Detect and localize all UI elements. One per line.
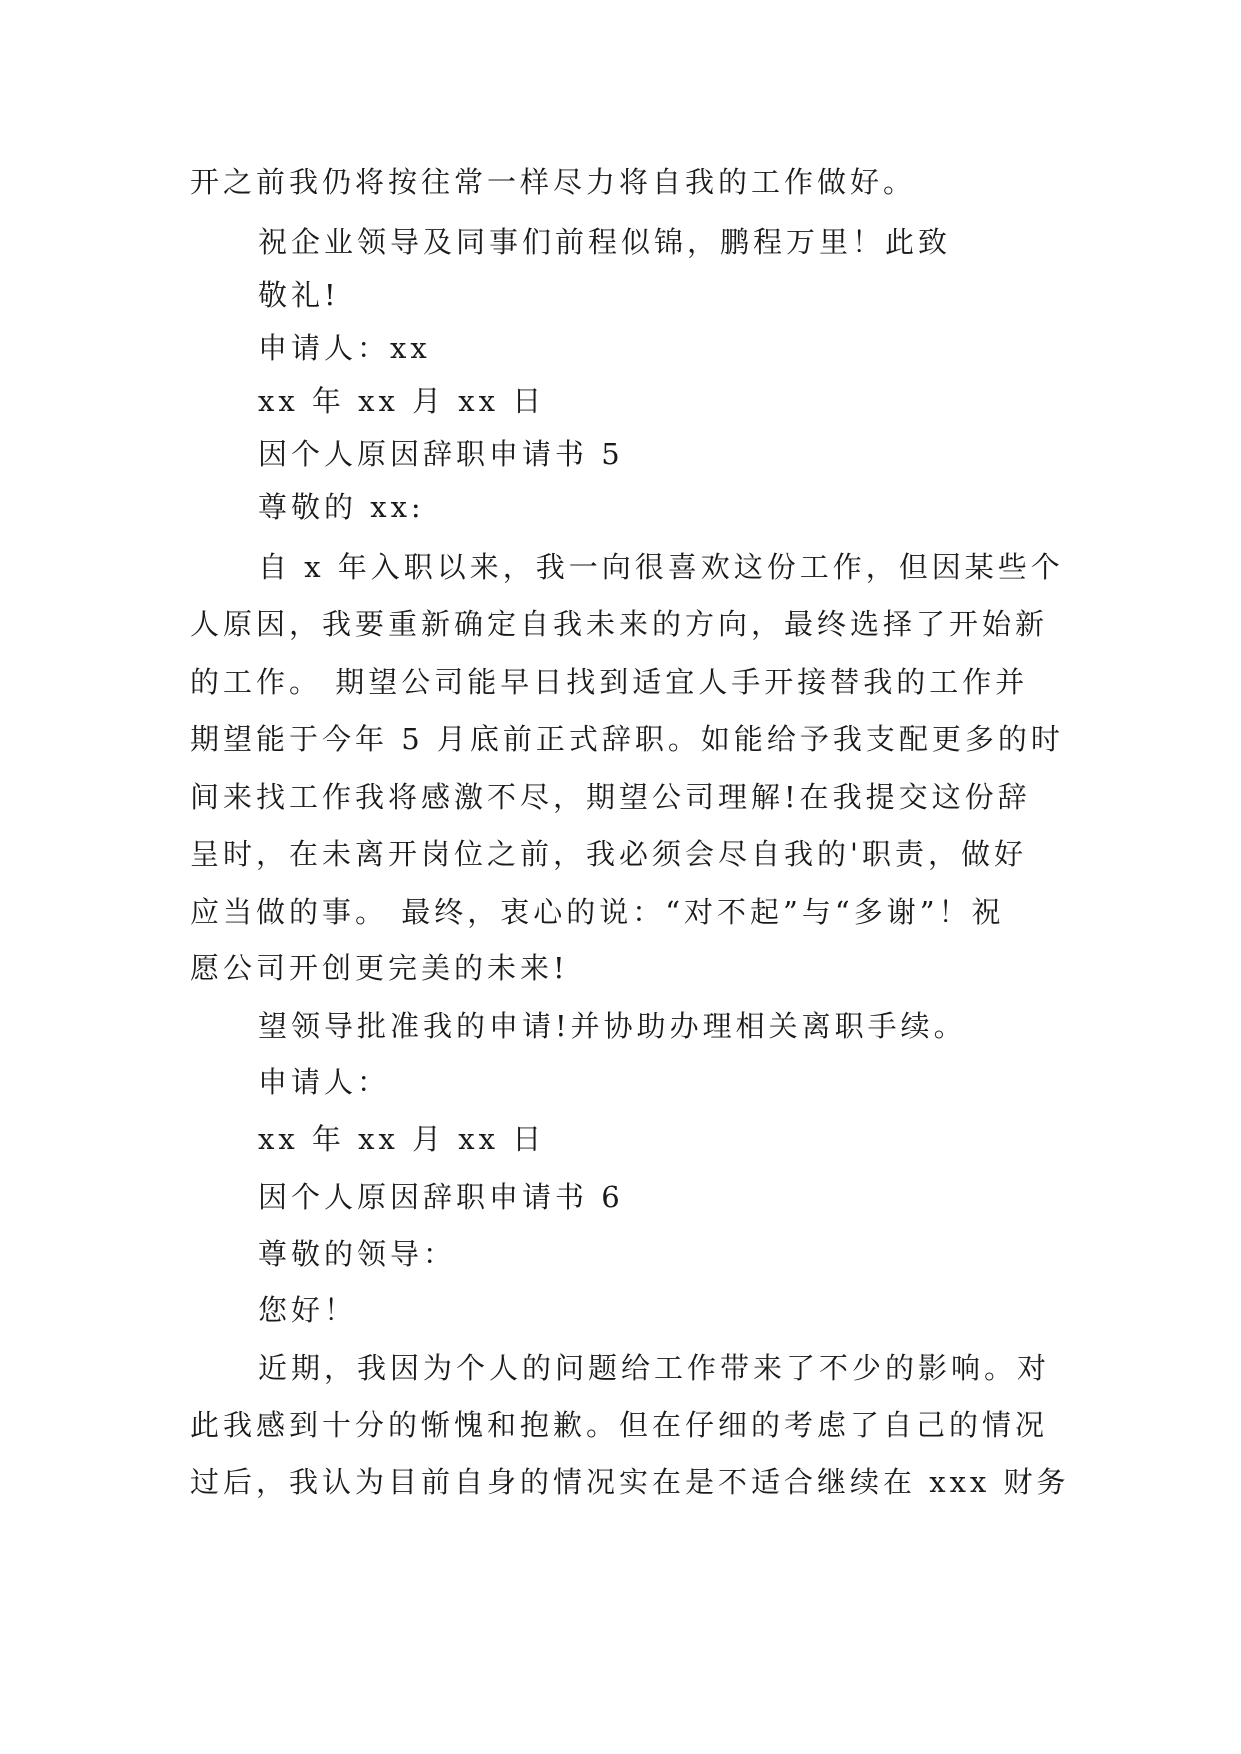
body-paragraph-line: 此我感到十分的惭愧和抱歉。但在仔细的考虑了自己的情况 <box>190 1408 1049 1442</box>
body-paragraph-line: 近期，我因为个人的问题给工作带来了不少的影响。对 <box>258 1351 1051 1385</box>
section-title: 因个人原因辞职申请书 6 <box>258 1180 624 1214</box>
closing-wishes: 祝企业领导及同事们前程似锦，鹏程万里！此致 <box>258 225 952 259</box>
greeting: 您好！ <box>258 1293 358 1327</box>
body-paragraph-line: 自 x 年入职以来，我一向很喜欢这份工作，但因某些个 <box>258 550 1064 584</box>
body-paragraph-line: 的工作。 期望公司能早日找到适宜人手开接替我的工作并 <box>190 665 1029 699</box>
applicant-line: 申请人： <box>258 1065 391 1099</box>
date-line: xx 年 xx 月 xx 日 <box>258 1122 546 1156</box>
body-paragraph-line: 人原因，我要重新确定自我未来的方向，最终选择了开始新 <box>190 607 1049 641</box>
paragraph-continuation: 开之前我仍将按往常一样尽力将自我的工作做好。 <box>190 165 917 199</box>
body-paragraph-line: 应当做的事。 最终，衷心的说：“对不起”与“多谢”！祝 <box>190 895 1005 929</box>
closing-salute: 敬礼! <box>258 278 340 312</box>
salutation: 尊敬的领导： <box>258 1237 457 1271</box>
request-line: 望领导批准我的申请!并协助办理相关离职手续。 <box>258 1009 967 1043</box>
salutation: 尊敬的 xx: <box>258 490 425 524</box>
date-line: xx 年 xx 月 xx 日 <box>258 384 546 418</box>
body-paragraph-line: 间来找工作我将感激不尽，期望公司理解!在我提交这份辞 <box>190 780 1031 814</box>
body-paragraph-line: 过后，我认为目前自身的情况实在是不适合继续在 xxx 财务 <box>190 1465 1070 1499</box>
section-title: 因个人原因辞职申请书 5 <box>258 437 624 471</box>
applicant-line: 申请人：xx <box>258 331 431 365</box>
body-paragraph-line: 呈时，在未离开岗位之前，我必须会尽自我的'职责，做好 <box>190 837 1027 871</box>
body-paragraph-line: 期望能于今年 5 月底前正式辞职。如能给予我支配更多的时 <box>190 722 1064 756</box>
body-paragraph-line: 愿公司开创更完美的未来! <box>190 951 569 985</box>
